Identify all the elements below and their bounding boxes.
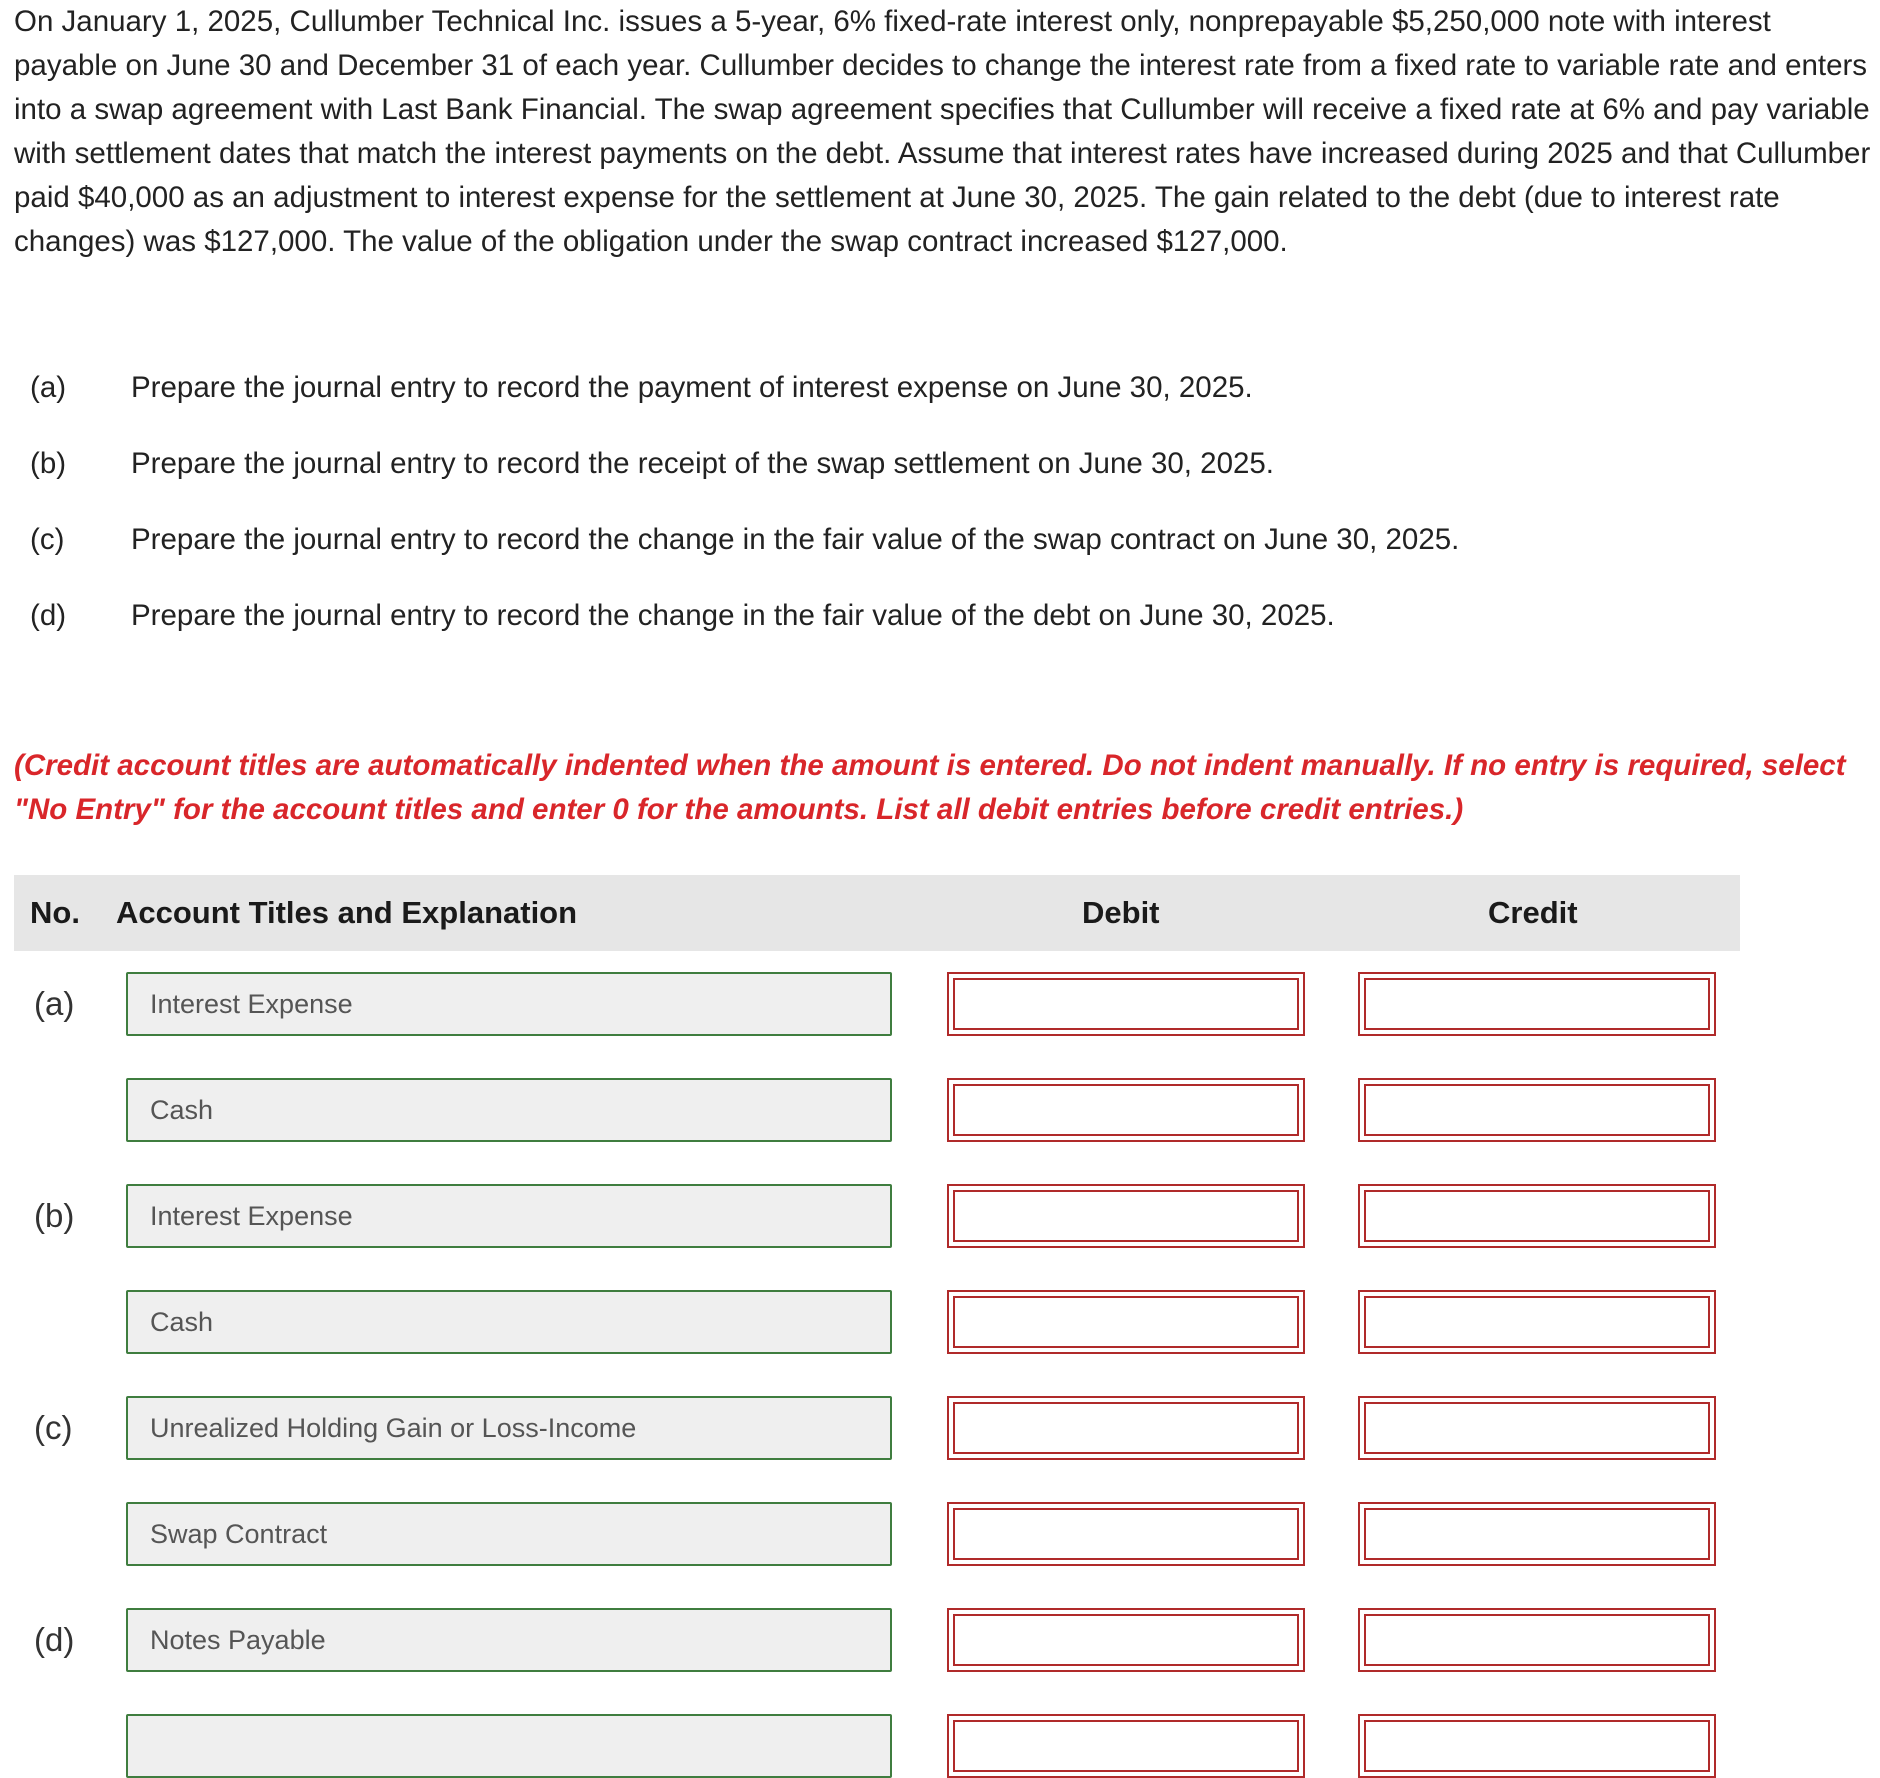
column-header-no: No. — [30, 895, 80, 930]
credit-amount-field[interactable] — [1358, 1396, 1716, 1460]
entry-label-d: (d) — [34, 1621, 75, 1658]
requirement-text: Prepare the journal entry to record the receipt of the swap settlement on June 30, 2025. — [131, 447, 1274, 480]
requirement-text: Prepare the journal entry to record the change in the fair value of the swap contract on June 30, 2025. — [131, 523, 1460, 556]
credit-amount-field[interactable] — [1358, 1502, 1716, 1566]
debit-amount-field[interactable] — [947, 1502, 1305, 1566]
journal-table-header — [14, 875, 1740, 951]
credit-amount-field[interactable] — [1358, 972, 1716, 1036]
account-title-field[interactable]: Swap Contract — [126, 1502, 892, 1566]
entry-label-b: (b) — [34, 1197, 75, 1234]
entry-label-a: (a) — [34, 985, 75, 1022]
requirement-text: Prepare the journal entry to record the payment of interest expense on June 30, 2025. — [131, 371, 1253, 404]
debit-amount-field[interactable] — [947, 1290, 1305, 1354]
problem-statement: On January 1, 2025, Cullumber Technical Inc. issues a 5-year, 6% fixed-rate interest only, nonprepayable $5,250,000 note with interest payable on June 30 and December 31 of each year. Cullumber decides to change the interest rate from a fixed rate to variable rate and enters into a swap agreement with Last Bank Financial. The swap agreement specifies that Cullumber will receive a fixed rate at 6% and pay variable with settlement dates that match the interest payments on the debt. Assume that interest rates have increased during 2025 and that Cullumber paid $40,000 as an adjustment to interest expense for the settlement at June 30, 2025. The gain related to the debt (due to interest rate changes) was $127,000. The value of the obligation under the swap contract increased $127,000. — [14, 5, 1871, 258]
requirement-label: (b) — [30, 447, 67, 480]
column-header-debit: Debit — [1082, 895, 1160, 930]
debit-amount-field[interactable] — [947, 1714, 1305, 1778]
account-title-field[interactable]: Cash — [126, 1290, 892, 1354]
account-title-field[interactable] — [126, 1714, 892, 1778]
column-header-credit: Credit — [1488, 895, 1578, 930]
debit-amount-field[interactable] — [947, 1608, 1305, 1672]
account-title-field[interactable]: Interest Expense — [126, 972, 892, 1036]
debit-amount-field[interactable] — [947, 1078, 1305, 1142]
instructions-note: (Credit account titles are automatically indented when the amount is entered. Do not indent manually. If no entry is required, select "No Entry" for the account titles and enter 0 for the amounts. List all debit entries before credit entries.) — [14, 749, 1846, 826]
entry-label-c: (c) — [34, 1409, 73, 1446]
requirement-label: (a) — [30, 371, 67, 404]
account-title-field[interactable]: Notes Payable — [126, 1608, 892, 1672]
debit-amount-field[interactable] — [947, 972, 1305, 1036]
requirement-label: (c) — [30, 523, 65, 556]
account-title-field[interactable]: Interest Expense — [126, 1184, 892, 1248]
account-title-field[interactable]: Unrealized Holding Gain or Loss-Income — [126, 1396, 892, 1460]
debit-amount-field[interactable] — [947, 1396, 1305, 1460]
credit-amount-field[interactable] — [1358, 1608, 1716, 1672]
credit-amount-field[interactable] — [1358, 1714, 1716, 1778]
account-title-field[interactable]: Cash — [126, 1078, 892, 1142]
credit-amount-field[interactable] — [1358, 1078, 1716, 1142]
credit-amount-field[interactable] — [1358, 1290, 1716, 1354]
requirement-text: Prepare the journal entry to record the change in the fair value of the debt on June 30, 2025. — [131, 599, 1335, 632]
credit-amount-field[interactable] — [1358, 1184, 1716, 1248]
requirement-label: (d) — [30, 599, 67, 632]
debit-amount-field[interactable] — [947, 1184, 1305, 1248]
column-header-account: Account Titles and Explanation — [116, 895, 578, 930]
